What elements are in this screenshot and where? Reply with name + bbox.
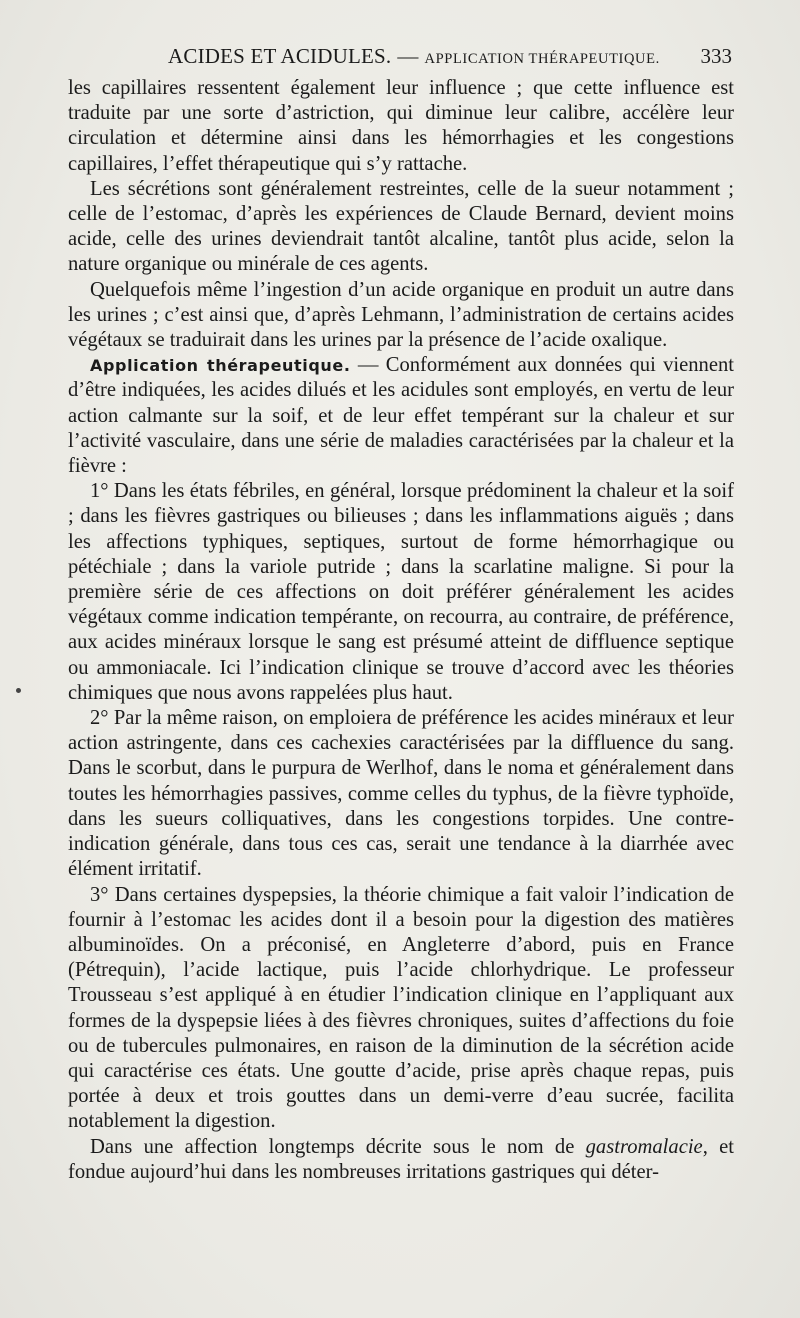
gastromalacie-text-before: Dans une affection longtemps décrite sous le nom de	[90, 1135, 586, 1158]
running-title	[168, 44, 660, 69]
point-2: 2° Par la même raison, on emploiera de préférence les acides minéraux et leur action astringente, dans ces cachexies caractérisées par la diffluence du sang. Dans le scorbut, dans le purpura de Werlhof, dans le noma et généralement dans toutes les hémorrhagies passives, comme celles du typhus, de la fièvre typhoïde, dans les sueurs colliquatives, dans les congestions torpides. Une contre-indication générale, dans tous ces cas, serait une tendance à la diarrhée avec élément irritatif.	[68, 707, 734, 881]
gastromalacie-term: gastromalacie	[585, 1135, 703, 1158]
paragraph-gastromalacie	[68, 1135, 734, 1185]
header-title: ACIDES ET ACIDULES.	[168, 44, 392, 68]
header-dash: —	[397, 44, 419, 68]
header-subtitle: APPLICATION THÉRAPEUTIQUE.	[424, 51, 660, 67]
page-body	[68, 76, 734, 1185]
paragraph-ingestion: Quelquefois même l’ingestion d’un acide organique en produit un autre dans les urines ; c’est ainsi que, d’après Lehmann, l’administration de certains acides végétaux se traduirait dans les urines par la présence de l’acide oxalique.	[68, 278, 734, 352]
paragraph-secretions: Les sécrétions sont généralement restreintes, celle de la sueur notamment ; celle de l’estomac, d’après les expériences de Claude Bernard, devient moins acide, celle des urines deviendrait tantôt alcaline, tantôt plus acide, selon la nature organique ou minérale de ces agents.	[68, 177, 734, 276]
point-3: 3° Dans certaines dyspepsies, la théorie chimique a fait valoir l’indication de fournir à l’estomac les acides dont il a besoin pour la digestion des matières albuminoïdes. On a préconisé, en Angleterre d’abord, puis en France (Pétrequin), l’acide lactique, puis l’acide chlorhydrique. Le professeur Trousseau s’est appliqué à en étudier l’indication clinique en l’appliquant aux formes de la dyspepsie liées à des fièvres chroniques, suites d’affections du foie ou de tubercules pulmonaires, en raison de la diminution de la sécrétion acide qui caractérise ces états. Une goutte d’acide, prise après chaque repas, puis portée à deux et trois gouttes dans un demi-verre d’eau sucrée, facilita notablement la digestion.	[68, 883, 734, 1133]
page-number: 333	[700, 44, 732, 68]
gastromalacie-text-after: , et fondue aujourd’hui dans les nombreuses irritations gastriques qui déter-	[68, 1135, 734, 1183]
running-header	[68, 44, 734, 74]
ink-speck	[16, 688, 21, 693]
point-1: 1° Dans les états fébriles, en général, lorsque prédominent la chaleur et la soif ; dans les fièvres gastriques ou bilieuses ; dans les inflammations aiguës ; dans les affections typhiques, septiques, surtout de forme hémorrhagique ou pétéchiale ; dans la variole putride ; dans la scarlatine maligne. Si pour la première série de ces affections on doit préférer généralement les acides végétaux comme indication tempérante, on recourra, au contraire, de préférence, aux acides minéraux lorsque le sang est présumé atteint de diffluence septique ou ammoniacale. Ici l’indication clinique se trouve d’accord avec les théories chimiques que nous avons rappelées plus haut.	[68, 480, 734, 704]
paragraph-continuation: les capillaires ressentent également leur influence ; que cette influence est traduite par une sorte d’astriction, qui diminue leur calibre, accélère leur circulation et détermine ainsi dans les hémorrhagies et les congestions capillaires, l’effet thérapeutique qui s’y rattache.	[68, 77, 734, 175]
paragraph-application	[68, 353, 734, 479]
application-text: — Conformément aux données qui viennent d’être indiquées, les acides dilués et les acidules sont employés, en vertu de leur action calmante sur la soif, et de leur effet tempérant sur la chaleur et sur l’activité vasculaire, dans une série de maladies caractérisées par la chaleur et la fièvre :	[68, 354, 734, 478]
section-heading: Application thérapeutique.	[90, 356, 351, 376]
